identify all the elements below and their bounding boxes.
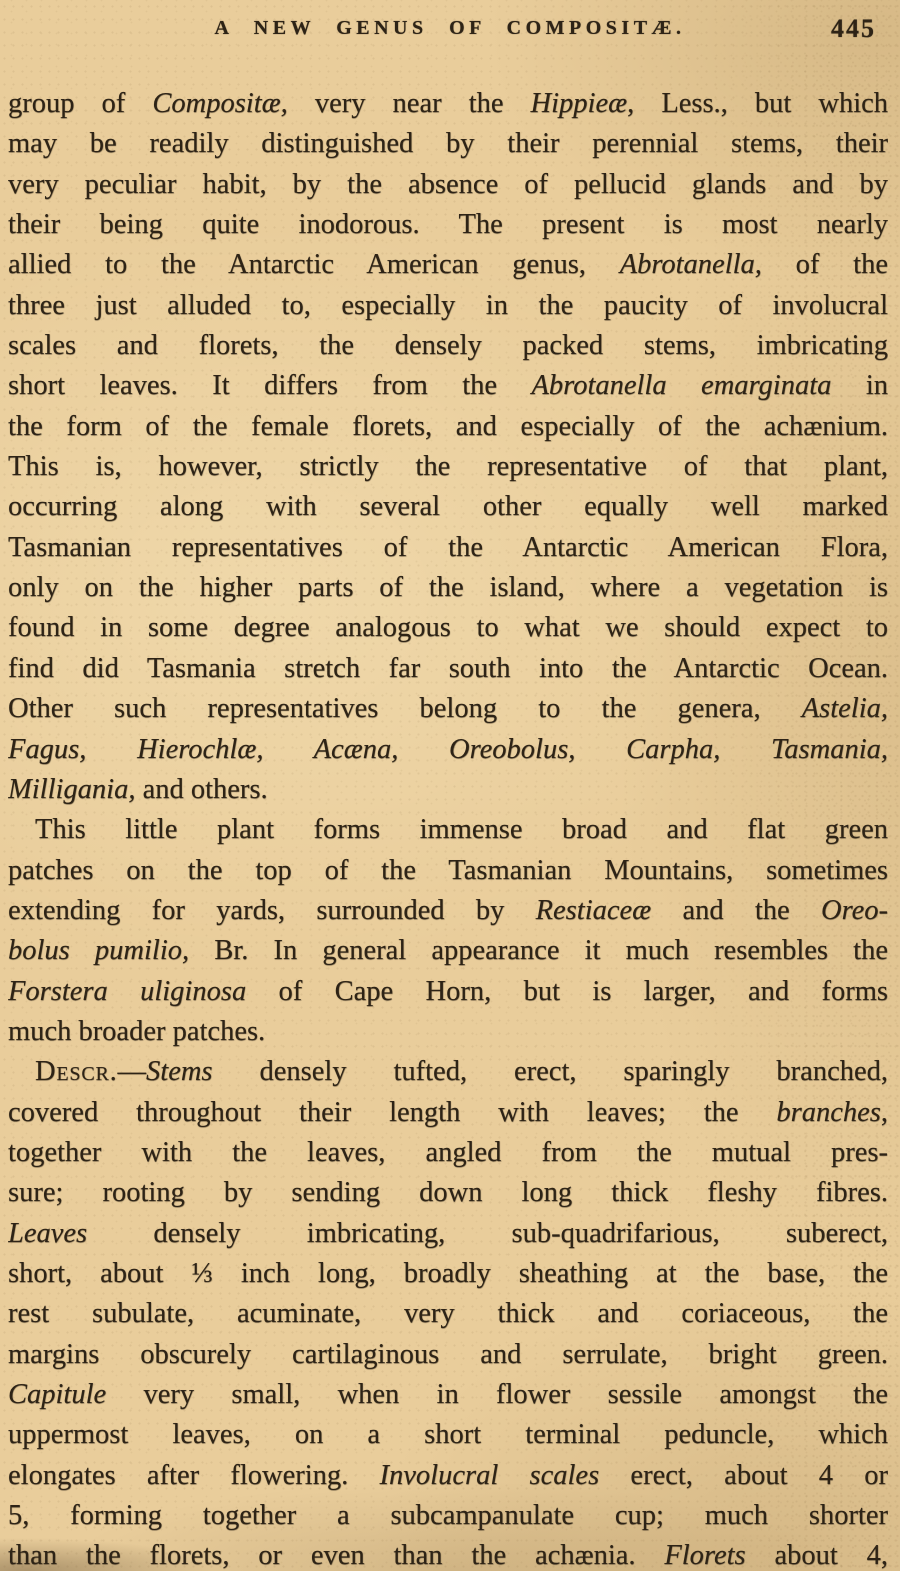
text-run: sure; rooting by sending down long thick fleshy fibres. [8,1177,888,1209]
text-run: much broader patches. [8,1015,266,1047]
text-line [8,1294,888,1334]
text-run: elongates after flowering. [8,1459,380,1491]
text-run: found in some degree analogous to what we should expect to [8,612,888,644]
text-line [8,608,888,648]
italic-run: branches [776,1096,881,1128]
italic-run: Stems [146,1056,213,1088]
text-line [8,407,888,447]
text-run: , [880,1096,888,1128]
text-line [8,972,888,1012]
text-line [8,84,888,124]
text-run: This little plant forms immense broad and flat green [35,814,888,846]
text-line [8,1173,888,1213]
text-run: — [117,1056,147,1088]
text-run: the form of the female florets, and especially of the achænium. [8,410,888,442]
italic-run: Forstera uliginosa [8,975,247,1007]
italic-run: Leaves [8,1217,88,1249]
text-line [8,326,888,366]
text-line [8,245,888,285]
text-line [8,1214,888,1254]
text-run: short, about ⅓ inch long, broadly sheathing at the base, the [8,1257,888,1289]
text-line [8,770,888,810]
text-run: their being quite inodorous. The present is most nearly [8,209,888,241]
text-run: patches on the top of the Tasmanian Mountains, sometimes [8,854,888,886]
text-line [8,487,888,527]
page-number: 445 [831,14,876,43]
text-run: densely tufted, erect, sparingly branched, [212,1056,888,1088]
text-run: three just alluded to, especially in the paucity of involucral [8,289,888,321]
italic-run: Fagus, Hierochlæ, Acæna, Oreobolus, Carpha, Tasmania, [8,733,888,765]
text-line [8,1335,888,1375]
text-line [8,568,888,608]
text-line [8,165,888,205]
text-run: very peculiar habit, by the absence of pellucid glands and by [8,168,888,200]
italic-run: Oreo- [821,894,888,926]
text-line [8,447,888,487]
text-line [8,1012,888,1052]
text-line [8,851,888,891]
text-run: in [831,370,888,402]
text-run: of the [761,249,888,281]
italic-run: Hippieæ [530,88,628,119]
text-run: of Cape Horn, but is larger, and forms [246,975,888,1007]
text-run: , Less., but which [627,88,888,119]
text-run: very near the [287,88,531,119]
italic-run: Restiaceæ [535,894,652,926]
text-line [8,1496,888,1536]
text-run: about 4, [745,1540,888,1571]
italic-run: Astelia, [801,693,888,725]
text-line [8,124,888,164]
text-line [8,1415,888,1455]
text-run: This is, however, strictly the representative of that plant, [8,451,888,483]
text-line [8,1093,888,1133]
text-line [8,689,888,729]
text-run: Br. In general appearance it much resembles the [189,935,888,967]
italic-run: Abrotanella, [619,249,762,281]
italic-run: Capitule [8,1379,107,1410]
text-run: rest subulate, acuminate, very thick and coriaceous, the [8,1298,888,1330]
text-run: margins obscurely cartilaginous and serrulate, bright green. [8,1338,888,1370]
italic-run: Abrotanella emarginata [531,370,832,402]
text-line [8,1052,888,1092]
text-line [8,1456,888,1496]
text-run: erect, about 4 or [599,1459,888,1491]
text-line [8,286,888,326]
text-run: densely imbricating, sub-quadrifarious, suberect, [87,1217,888,1249]
text-line [8,1536,888,1571]
text-run: together with the leaves, angled from the mutual pres- [8,1136,888,1168]
text-run: very small, when in flower sessile amongst the [106,1379,888,1410]
text-run: 5, forming together a subcampanulate cup; much shorter [8,1500,888,1532]
text-line [8,205,888,245]
text-run: Tasmanian representatives of the Antarctic American Flora, [8,531,888,563]
text-line [8,366,888,406]
text-run: and others. [135,773,268,805]
text-run: short leaves. It differs from the [8,370,532,402]
text-run: Other such representatives belong to the genera, [8,693,802,725]
text-run: occurring along with several other equally well marked [8,491,888,523]
text-line [8,931,888,971]
text-run: only on the higher parts of the island, where a vegetation is [8,572,888,604]
small-caps-run: Descr. [35,1056,118,1088]
text-run: extending for yards, surrounded by [8,894,536,926]
text-line [8,1375,888,1415]
text-run: and the [651,894,821,926]
text-line [8,528,888,568]
page-header [0,14,900,46]
italic-run: Compositæ, [152,88,288,119]
text-run: may be readily distinguished by their perennial stems, their [8,128,888,160]
text-line [8,1133,888,1173]
italic-run: Involucral scales [379,1459,600,1491]
text-run: scales and florets, the densely packed stems, imbricating [8,330,888,362]
running-title: A NEW GENUS OF COMPOSITÆ. [214,17,686,39]
italic-run: bolus pumilio, [8,935,190,967]
text-run: uppermost leaves, on a short terminal peduncle, which [8,1419,888,1451]
text-run: covered throughout their length with leaves; the [8,1096,777,1128]
text-line [8,730,888,770]
text-run: allied to the Antarctic American genus, [8,249,620,281]
text-run: group of [8,88,153,119]
text-line [8,810,888,850]
text-line [8,1254,888,1294]
text-block [8,84,888,1571]
italic-run: Florets [664,1540,746,1571]
text-run: than the florets, or even than the achænia. [8,1540,665,1571]
text-line [8,891,888,931]
italic-run: Milligania, [8,773,136,805]
text-line [8,649,888,689]
text-run: find did Tasmania stretch far south into the Antarctic Ocean. [8,652,888,684]
